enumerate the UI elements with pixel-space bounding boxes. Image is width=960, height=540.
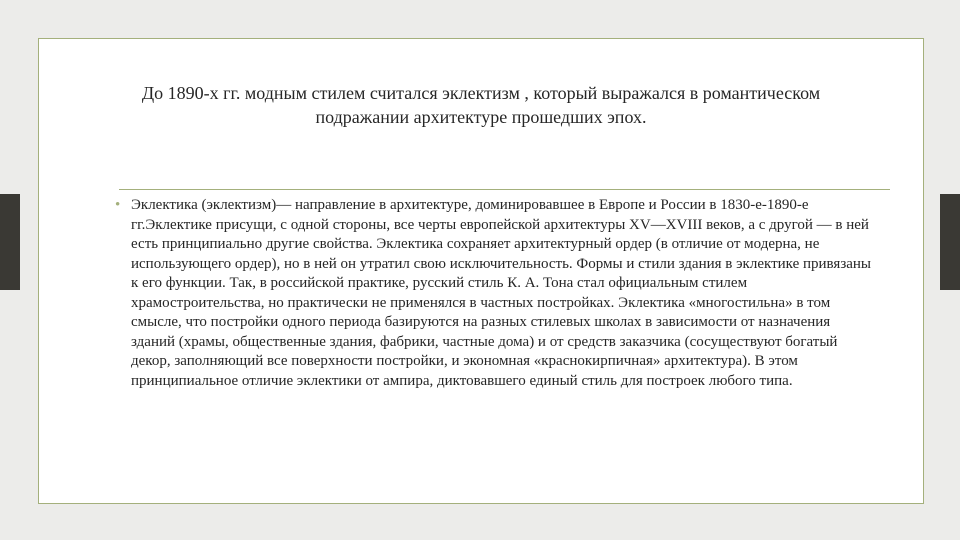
title-divider [119,189,890,190]
right-edge-bar [940,194,960,290]
slide-body-text: Эклектика (эклектизм)— направление в архитектуре, доминировавшее в Европе и России в 1830-е-1890-е гг.Эклектике присущи, с одной стороны, все черты европейской архитектуры XV—XVIII веков, а с другой — в ней есть принципиально другие свойства. Эклектика сохраняет архитектурный ордер (в отличие от модерна, не использующего ордер), но в ней он утратил свою исключительность. Формы и стили здания в эклектике привязаны к его функции. Так, в российской практике, русский стиль К. А. Тона стал официальным стилем храмостроительства, но практически не применялся в частных постройках. Эклектика «многостильна» в том смысле, что постройки одного периода базируются на разных стилевых школах в зависимости от назначения зданий (храмы, общественные здания, фабрики, частные дома) и от средств заказчика (сосуществуют богатый декор, заполняющий все поверхности постройки, и экономная «краснокирпичная» архитектура). В этом принципиальное отличие эклектики от ампира, диктовавшего единый стиль для построек любого типа. [131,197,872,389]
bullet-icon: • [115,197,121,213]
slide-title: До 1890-х гг. модным стилем считался эклектизм , который выражался в романтическом подражании архитектуре прошедших эпох. [141,83,821,127]
left-edge-bar [0,194,20,290]
slide-frame [38,38,924,504]
